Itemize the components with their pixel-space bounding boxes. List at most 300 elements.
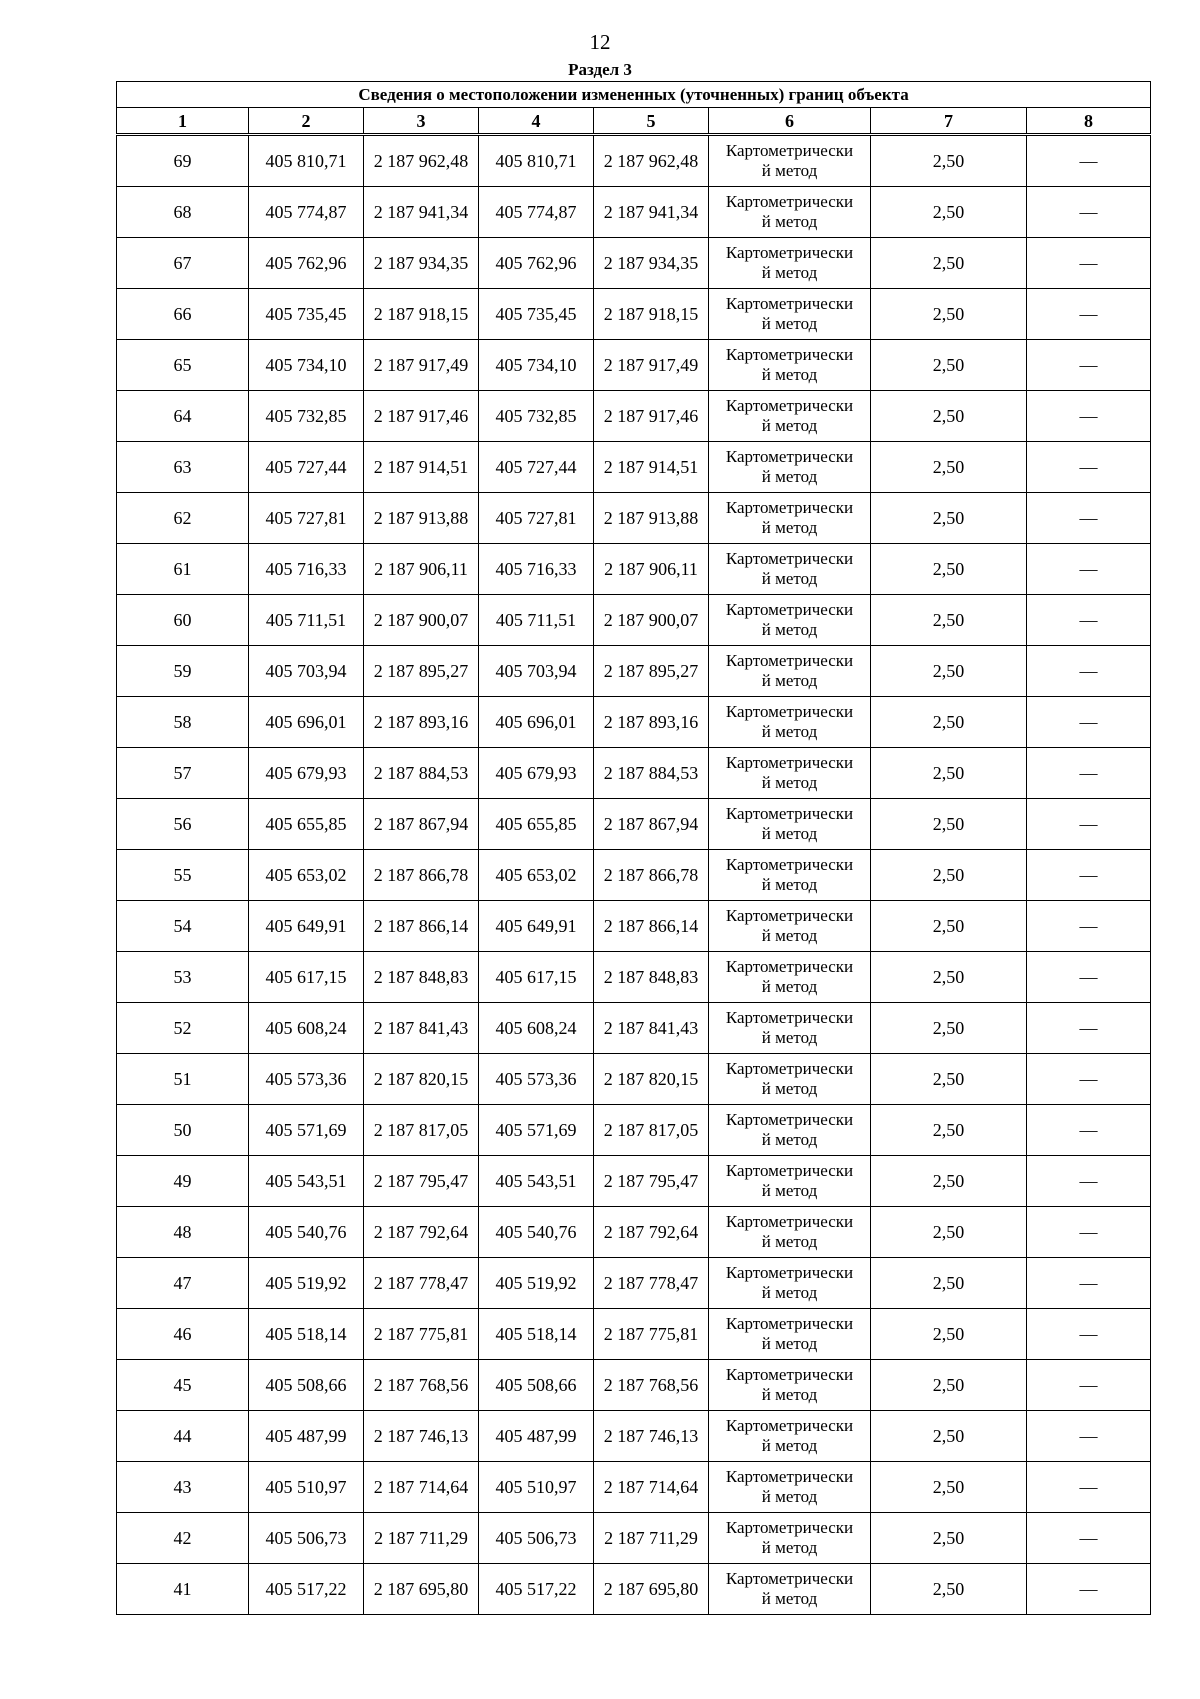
x-old-cell: 405 653,02 [249, 850, 364, 901]
description-cell: — [1027, 1411, 1151, 1462]
column-number-6: 6 [709, 108, 871, 135]
accuracy-cell: 2,50 [871, 1462, 1027, 1513]
y-new-cell: 2 187 893,16 [594, 697, 709, 748]
method-line-1: Картометрически [725, 702, 854, 721]
method-line-1: Картометрически [725, 1569, 854, 1588]
x-new-cell: 405 540,76 [479, 1207, 594, 1258]
description-cell: — [1027, 289, 1151, 340]
y-old-cell: 2 187 917,46 [364, 391, 479, 442]
table-row [117, 697, 1151, 748]
y-old-cell: 2 187 866,14 [364, 901, 479, 952]
accuracy-cell: 2,50 [871, 646, 1027, 697]
point-number-cell: 64 [117, 391, 249, 442]
method-line-2: й метод [761, 722, 818, 741]
table-row [117, 187, 1151, 238]
x-new-cell: 405 518,14 [479, 1309, 594, 1360]
method-cell [709, 799, 871, 850]
method-line-2: й метод [761, 1487, 818, 1506]
page-number: 12 [589, 30, 611, 54]
method-line-1: Картометрически [725, 600, 854, 619]
method-line-1: Картометрически [725, 1110, 854, 1129]
method-line-2: й метод [761, 1334, 818, 1353]
x-new-cell: 405 716,33 [479, 544, 594, 595]
method-line-2: й метод [761, 1130, 818, 1149]
x-old-cell: 405 810,71 [249, 135, 364, 187]
description-cell: — [1027, 340, 1151, 391]
point-number-cell: 45 [117, 1360, 249, 1411]
table-row [117, 1207, 1151, 1258]
description-cell: — [1027, 135, 1151, 187]
accuracy-cell: 2,50 [871, 1411, 1027, 1462]
method-cell [709, 442, 871, 493]
x-old-cell: 405 716,33 [249, 544, 364, 595]
x-new-cell: 405 608,24 [479, 1003, 594, 1054]
table-row [117, 952, 1151, 1003]
method-line-1: Картометрически [725, 1008, 854, 1027]
y-old-cell: 2 187 867,94 [364, 799, 479, 850]
accuracy-cell: 2,50 [871, 1513, 1027, 1564]
x-old-cell: 405 510,97 [249, 1462, 364, 1513]
description-cell: — [1027, 1564, 1151, 1615]
x-new-cell: 405 487,99 [479, 1411, 594, 1462]
accuracy-cell: 2,50 [871, 1360, 1027, 1411]
table-row [117, 1054, 1151, 1105]
y-new-cell: 2 187 848,83 [594, 952, 709, 1003]
y-new-cell: 2 187 895,27 [594, 646, 709, 697]
description-cell: — [1027, 952, 1151, 1003]
x-new-cell: 405 517,22 [479, 1564, 594, 1615]
y-old-cell: 2 187 895,27 [364, 646, 479, 697]
y-new-cell: 2 187 918,15 [594, 289, 709, 340]
accuracy-cell: 2,50 [871, 1258, 1027, 1309]
method-line-1: Картометрически [725, 906, 854, 925]
column-number-4: 4 [479, 108, 594, 135]
method-line-1: Картометрически [725, 141, 854, 160]
x-new-cell: 405 506,73 [479, 1513, 594, 1564]
method-line-1: Картометрически [725, 498, 854, 517]
x-old-cell: 405 734,10 [249, 340, 364, 391]
description-cell: — [1027, 493, 1151, 544]
accuracy-cell: 2,50 [871, 135, 1027, 187]
table-row [117, 595, 1151, 646]
method-cell [709, 238, 871, 289]
y-new-cell: 2 187 841,43 [594, 1003, 709, 1054]
point-number-cell: 68 [117, 187, 249, 238]
method-line-1: Картометрически [725, 1161, 854, 1180]
table-row [117, 340, 1151, 391]
method-cell [709, 289, 871, 340]
y-old-cell: 2 187 918,15 [364, 289, 479, 340]
y-old-cell: 2 187 913,88 [364, 493, 479, 544]
x-new-cell: 405 508,66 [479, 1360, 594, 1411]
table-row [117, 1105, 1151, 1156]
table-row [117, 238, 1151, 289]
y-old-cell: 2 187 906,11 [364, 544, 479, 595]
x-old-cell: 405 571,69 [249, 1105, 364, 1156]
x-new-cell: 405 696,01 [479, 697, 594, 748]
description-cell: — [1027, 646, 1151, 697]
x-old-cell: 405 508,66 [249, 1360, 364, 1411]
description-cell: — [1027, 544, 1151, 595]
y-new-cell: 2 187 917,49 [594, 340, 709, 391]
y-new-cell: 2 187 746,13 [594, 1411, 709, 1462]
table-row [117, 1156, 1151, 1207]
method-line-1: Картометрически [725, 1416, 854, 1435]
y-new-cell: 2 187 792,64 [594, 1207, 709, 1258]
method-line-2: й метод [761, 518, 818, 537]
table-row [117, 850, 1151, 901]
point-number-cell: 62 [117, 493, 249, 544]
column-number-7: 7 [871, 108, 1027, 135]
y-new-cell: 2 187 768,56 [594, 1360, 709, 1411]
description-cell: — [1027, 595, 1151, 646]
accuracy-cell: 2,50 [871, 850, 1027, 901]
description-cell: — [1027, 391, 1151, 442]
description-cell: — [1027, 697, 1151, 748]
table-row [117, 748, 1151, 799]
x-old-cell: 405 543,51 [249, 1156, 364, 1207]
method-cell [709, 1156, 871, 1207]
accuracy-cell: 2,50 [871, 595, 1027, 646]
point-number-cell: 63 [117, 442, 249, 493]
y-old-cell: 2 187 778,47 [364, 1258, 479, 1309]
method-line-1: Картометрически [725, 447, 854, 466]
description-cell: — [1027, 1513, 1151, 1564]
point-number-cell: 58 [117, 697, 249, 748]
method-cell [709, 901, 871, 952]
point-number-cell: 52 [117, 1003, 249, 1054]
method-cell [709, 1411, 871, 1462]
x-new-cell: 405 510,97 [479, 1462, 594, 1513]
point-number-cell: 50 [117, 1105, 249, 1156]
description-cell: — [1027, 187, 1151, 238]
method-cell [709, 544, 871, 595]
method-cell [709, 1258, 871, 1309]
y-old-cell: 2 187 820,15 [364, 1054, 479, 1105]
method-line-2: й метод [761, 1181, 818, 1200]
method-line-1: Картометрически [725, 345, 854, 364]
description-cell: — [1027, 799, 1151, 850]
description-cell: — [1027, 1054, 1151, 1105]
method-line-1: Картометрически [725, 243, 854, 262]
method-cell [709, 748, 871, 799]
table-row [117, 1513, 1151, 1564]
method-cell [709, 1054, 871, 1105]
description-cell: — [1027, 238, 1151, 289]
y-new-cell: 2 187 795,47 [594, 1156, 709, 1207]
y-new-cell: 2 187 778,47 [594, 1258, 709, 1309]
column-number-row [117, 108, 1151, 135]
x-new-cell: 405 679,93 [479, 748, 594, 799]
method-cell [709, 1309, 871, 1360]
description-cell: — [1027, 442, 1151, 493]
accuracy-cell: 2,50 [871, 1309, 1027, 1360]
y-old-cell: 2 187 768,56 [364, 1360, 479, 1411]
column-number-8: 8 [1027, 108, 1151, 135]
accuracy-cell: 2,50 [871, 340, 1027, 391]
x-old-cell: 405 679,93 [249, 748, 364, 799]
point-number-cell: 69 [117, 135, 249, 187]
method-line-2: й метод [761, 161, 818, 180]
x-old-cell: 405 735,45 [249, 289, 364, 340]
method-line-2: й метод [761, 671, 818, 690]
method-line-2: й метод [761, 926, 818, 945]
x-new-cell: 405 571,69 [479, 1105, 594, 1156]
method-cell [709, 340, 871, 391]
x-new-cell: 405 810,71 [479, 135, 594, 187]
method-cell [709, 1462, 871, 1513]
method-line-2: й метод [761, 467, 818, 486]
method-line-2: й метод [761, 773, 818, 792]
point-number-cell: 47 [117, 1258, 249, 1309]
accuracy-cell: 2,50 [871, 799, 1027, 850]
accuracy-cell: 2,50 [871, 1564, 1027, 1615]
y-new-cell: 2 187 775,81 [594, 1309, 709, 1360]
method-line-1: Картометрически [725, 396, 854, 415]
y-old-cell: 2 187 934,35 [364, 238, 479, 289]
x-old-cell: 405 573,36 [249, 1054, 364, 1105]
table-row [117, 901, 1151, 952]
method-line-1: Картометрически [725, 855, 854, 874]
accuracy-cell: 2,50 [871, 238, 1027, 289]
y-new-cell: 2 187 820,15 [594, 1054, 709, 1105]
y-old-cell: 2 187 714,64 [364, 1462, 479, 1513]
description-cell: — [1027, 1003, 1151, 1054]
y-new-cell: 2 187 866,14 [594, 901, 709, 952]
accuracy-cell: 2,50 [871, 493, 1027, 544]
method-line-1: Картометрически [725, 1467, 854, 1486]
point-number-cell: 46 [117, 1309, 249, 1360]
method-line-2: й метод [761, 1385, 818, 1404]
method-line-2: й метод [761, 620, 818, 639]
x-old-cell: 405 649,91 [249, 901, 364, 952]
y-old-cell: 2 187 817,05 [364, 1105, 479, 1156]
accuracy-cell: 2,50 [871, 1054, 1027, 1105]
method-line-2: й метод [761, 416, 818, 435]
accuracy-cell: 2,50 [871, 544, 1027, 595]
y-old-cell: 2 187 848,83 [364, 952, 479, 1003]
point-number-cell: 44 [117, 1411, 249, 1462]
y-old-cell: 2 187 884,53 [364, 748, 479, 799]
y-old-cell: 2 187 695,80 [364, 1564, 479, 1615]
x-new-cell: 405 732,85 [479, 391, 594, 442]
y-new-cell: 2 187 714,64 [594, 1462, 709, 1513]
y-new-cell: 2 187 866,78 [594, 850, 709, 901]
method-line-1: Картометрически [725, 804, 854, 823]
x-new-cell: 405 543,51 [479, 1156, 594, 1207]
table-row [117, 1003, 1151, 1054]
table-row [117, 1411, 1151, 1462]
x-new-cell: 405 727,81 [479, 493, 594, 544]
table-row [117, 1309, 1151, 1360]
method-line-2: й метод [761, 1283, 818, 1302]
table-row [117, 1258, 1151, 1309]
method-line-1: Картометрически [725, 957, 854, 976]
x-old-cell: 405 655,85 [249, 799, 364, 850]
x-new-cell: 405 734,10 [479, 340, 594, 391]
description-cell: — [1027, 1258, 1151, 1309]
x-new-cell: 405 774,87 [479, 187, 594, 238]
description-cell: — [1027, 901, 1151, 952]
column-number-2: 2 [249, 108, 364, 135]
x-new-cell: 405 703,94 [479, 646, 594, 697]
x-old-cell: 405 732,85 [249, 391, 364, 442]
description-cell: — [1027, 1309, 1151, 1360]
method-cell [709, 952, 871, 1003]
accuracy-cell: 2,50 [871, 748, 1027, 799]
x-old-cell: 405 711,51 [249, 595, 364, 646]
table-row [117, 391, 1151, 442]
table-caption: Сведения о местоположении измененных (уточненных) границ объекта [117, 82, 1151, 108]
y-old-cell: 2 187 792,64 [364, 1207, 479, 1258]
y-new-cell: 2 187 711,29 [594, 1513, 709, 1564]
description-cell: — [1027, 1105, 1151, 1156]
method-cell [709, 187, 871, 238]
accuracy-cell: 2,50 [871, 1003, 1027, 1054]
x-old-cell: 405 703,94 [249, 646, 364, 697]
method-line-1: Картометрически [725, 549, 854, 568]
point-number-cell: 57 [117, 748, 249, 799]
method-cell [709, 391, 871, 442]
method-cell [709, 135, 871, 187]
method-line-2: й метод [761, 1028, 818, 1047]
method-cell [709, 697, 871, 748]
method-cell [709, 850, 871, 901]
table-row [117, 289, 1151, 340]
y-old-cell: 2 187 711,29 [364, 1513, 479, 1564]
y-old-cell: 2 187 900,07 [364, 595, 479, 646]
accuracy-cell: 2,50 [871, 697, 1027, 748]
accuracy-cell: 2,50 [871, 1156, 1027, 1207]
table-row [117, 799, 1151, 850]
description-cell: — [1027, 1207, 1151, 1258]
y-old-cell: 2 187 962,48 [364, 135, 479, 187]
table-row [117, 544, 1151, 595]
table-row [117, 442, 1151, 493]
point-number-cell: 60 [117, 595, 249, 646]
method-line-1: Картометрически [725, 192, 854, 211]
method-line-1: Картометрически [725, 1059, 854, 1078]
method-cell [709, 1564, 871, 1615]
y-old-cell: 2 187 746,13 [364, 1411, 479, 1462]
point-number-cell: 56 [117, 799, 249, 850]
method-line-2: й метод [761, 977, 818, 996]
accuracy-cell: 2,50 [871, 952, 1027, 1003]
x-new-cell: 405 655,85 [479, 799, 594, 850]
y-old-cell: 2 187 914,51 [364, 442, 479, 493]
point-number-cell: 48 [117, 1207, 249, 1258]
method-cell [709, 1360, 871, 1411]
description-cell: — [1027, 850, 1151, 901]
method-line-1: Картометрически [725, 1263, 854, 1282]
accuracy-cell: 2,50 [871, 901, 1027, 952]
y-new-cell: 2 187 884,53 [594, 748, 709, 799]
accuracy-cell: 2,50 [871, 289, 1027, 340]
table-row [117, 1462, 1151, 1513]
x-old-cell: 405 517,22 [249, 1564, 364, 1615]
y-new-cell: 2 187 962,48 [594, 135, 709, 187]
x-old-cell: 405 608,24 [249, 1003, 364, 1054]
method-cell [709, 493, 871, 544]
x-new-cell: 405 735,45 [479, 289, 594, 340]
method-line-1: Картометрически [725, 1314, 854, 1333]
y-new-cell: 2 187 867,94 [594, 799, 709, 850]
section-title: Раздел 3 [568, 60, 632, 79]
y-new-cell: 2 187 941,34 [594, 187, 709, 238]
x-new-cell: 405 519,92 [479, 1258, 594, 1309]
x-new-cell: 405 573,36 [479, 1054, 594, 1105]
point-number-cell: 41 [117, 1564, 249, 1615]
column-number-1: 1 [117, 108, 249, 135]
x-new-cell: 405 617,15 [479, 952, 594, 1003]
method-cell [709, 1105, 871, 1156]
y-old-cell: 2 187 795,47 [364, 1156, 479, 1207]
method-line-1: Картометрически [725, 1518, 854, 1537]
x-new-cell: 405 762,96 [479, 238, 594, 289]
description-cell: — [1027, 1462, 1151, 1513]
description-cell: — [1027, 748, 1151, 799]
x-new-cell: 405 653,02 [479, 850, 594, 901]
table-body [117, 135, 1151, 1615]
method-line-2: й метод [761, 824, 818, 843]
table-row [117, 646, 1151, 697]
y-old-cell: 2 187 775,81 [364, 1309, 479, 1360]
method-cell [709, 1003, 871, 1054]
column-number-5: 5 [594, 108, 709, 135]
method-line-2: й метод [761, 1232, 818, 1251]
x-new-cell: 405 727,44 [479, 442, 594, 493]
x-old-cell: 405 696,01 [249, 697, 364, 748]
point-number-cell: 43 [117, 1462, 249, 1513]
accuracy-cell: 2,50 [871, 442, 1027, 493]
y-new-cell: 2 187 900,07 [594, 595, 709, 646]
method-line-1: Картометрически [725, 651, 854, 670]
x-old-cell: 405 727,44 [249, 442, 364, 493]
column-number-3: 3 [364, 108, 479, 135]
table-row [117, 1360, 1151, 1411]
method-cell [709, 646, 871, 697]
y-new-cell: 2 187 913,88 [594, 493, 709, 544]
method-line-2: й метод [761, 314, 818, 333]
method-line-2: й метод [761, 1589, 818, 1608]
accuracy-cell: 2,50 [871, 391, 1027, 442]
y-old-cell: 2 187 893,16 [364, 697, 479, 748]
point-number-cell: 54 [117, 901, 249, 952]
x-old-cell: 405 540,76 [249, 1207, 364, 1258]
x-old-cell: 405 774,87 [249, 187, 364, 238]
x-new-cell: 405 711,51 [479, 595, 594, 646]
table-row [117, 135, 1151, 187]
x-old-cell: 405 727,81 [249, 493, 364, 544]
x-old-cell: 405 487,99 [249, 1411, 364, 1462]
description-cell: — [1027, 1156, 1151, 1207]
point-number-cell: 61 [117, 544, 249, 595]
accuracy-cell: 2,50 [871, 1105, 1027, 1156]
y-new-cell: 2 187 914,51 [594, 442, 709, 493]
point-number-cell: 67 [117, 238, 249, 289]
method-cell [709, 595, 871, 646]
point-number-cell: 51 [117, 1054, 249, 1105]
method-line-2: й метод [761, 1079, 818, 1098]
method-cell [709, 1207, 871, 1258]
method-line-1: Картометрически [725, 1365, 854, 1384]
point-number-cell: 42 [117, 1513, 249, 1564]
method-line-2: й метод [761, 569, 818, 588]
y-new-cell: 2 187 817,05 [594, 1105, 709, 1156]
y-new-cell: 2 187 917,46 [594, 391, 709, 442]
accuracy-cell: 2,50 [871, 187, 1027, 238]
method-line-2: й метод [761, 212, 818, 231]
